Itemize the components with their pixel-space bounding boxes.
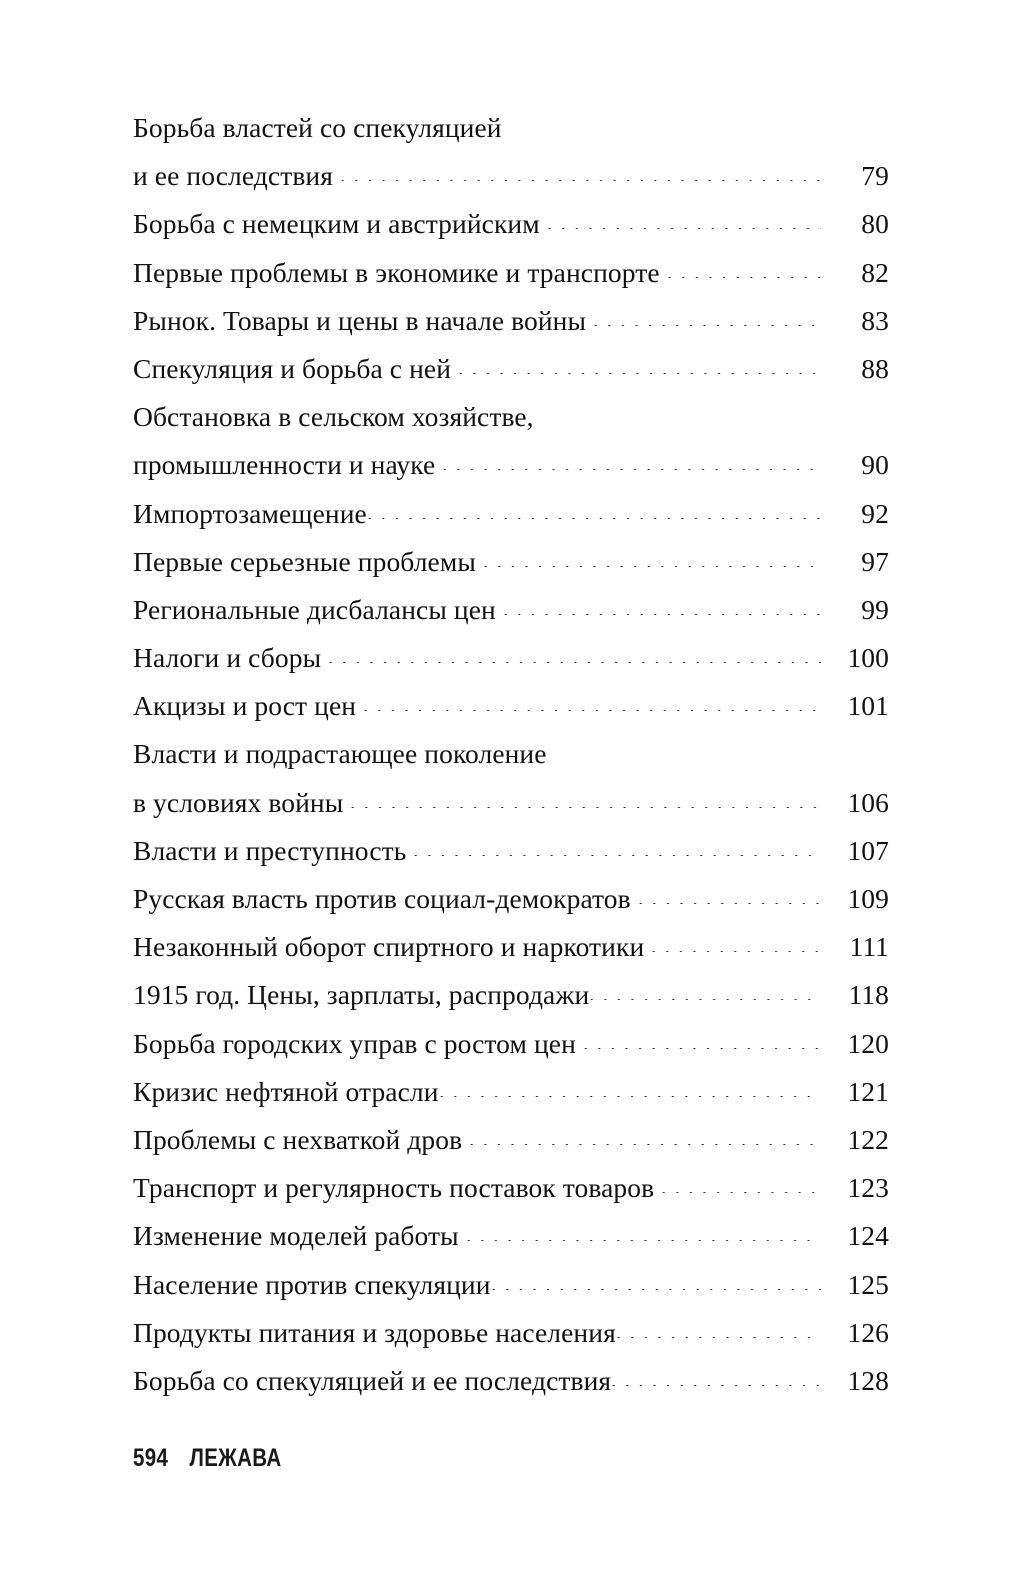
dot-leader	[492, 1289, 821, 1290]
toc-entry-page-number: 123	[847, 1172, 889, 1204]
toc-entry-page-number: 107	[847, 834, 889, 866]
toc-entry-title: Борьба властей со спекуляцией	[133, 112, 502, 143]
toc-entry-title: Импортозамещение	[133, 497, 367, 529]
toc-entry-title: Обстановка в сельском хозяйстве,	[133, 401, 534, 433]
dot-leader	[504, 614, 821, 615]
toc-entry-line	[133, 875, 889, 923]
toc-entry-title: Спекуляция и борьба с ней	[133, 352, 452, 384]
toc-entry-line-continued	[133, 104, 889, 152]
toc-entry-page-number: 121	[847, 1075, 889, 1107]
toc-entry[interactable]	[133, 538, 889, 586]
toc-entry-line	[133, 1116, 889, 1164]
dot-leader	[590, 999, 821, 1000]
toc-entry-title: Региональные дисбалансы цен	[133, 593, 496, 625]
dot-leader	[467, 1240, 821, 1241]
dot-leader	[364, 710, 821, 711]
toc-entry-page-number: 101	[847, 690, 889, 722]
toc-entry-page-number: 118	[848, 979, 889, 1011]
toc-entry[interactable]	[133, 104, 889, 200]
toc-entry-line	[133, 200, 889, 248]
toc-entry-line	[133, 441, 889, 489]
toc-entry-line	[133, 1068, 889, 1116]
toc-entry-title: Первые серьезные проблемы	[133, 545, 476, 577]
toc-entry[interactable]	[133, 393, 889, 489]
dot-leader	[652, 951, 821, 952]
running-author-name: ЛЕЖАВА	[189, 1444, 282, 1472]
toc-entry-page-number: 106	[847, 786, 889, 818]
toc-entry-title: Борьба с немецким и австрийским	[133, 208, 540, 240]
toc-entry-line	[133, 1357, 889, 1405]
toc-entry-line	[133, 1309, 889, 1357]
dot-leader	[351, 807, 821, 808]
toc-entry-page-number: 92	[861, 497, 889, 529]
toc-entry-title: Изменение моделей работы	[133, 1220, 459, 1252]
toc-entry[interactable]	[133, 1068, 889, 1116]
toc-entry-title: в условиях войны	[133, 786, 344, 818]
toc-entry-title: Продукты питания и здоровье населения	[133, 1316, 616, 1348]
toc-entry-page-number: 80	[861, 208, 889, 240]
toc-entry-title: Транспорт и регулярность поставок товаров	[133, 1172, 655, 1204]
toc-entry[interactable]	[133, 490, 889, 538]
dot-leader	[668, 277, 821, 278]
toc-entry-title: Кризис нефтяной отрасли	[133, 1075, 439, 1107]
toc-entry-title: и ее последствия	[133, 160, 333, 192]
toc-entry[interactable]	[133, 875, 889, 923]
dot-leader	[440, 1096, 821, 1097]
toc-entry-title: Население против спекуляции	[133, 1268, 491, 1300]
dot-leader	[329, 662, 821, 663]
toc-entry[interactable]	[133, 1212, 889, 1260]
toc-entry-page-number: 99	[861, 593, 889, 625]
toc-entry-page-number: 120	[847, 1027, 889, 1059]
dot-leader	[617, 1337, 821, 1338]
toc-entry[interactable]	[133, 1357, 889, 1405]
toc-entry[interactable]	[133, 200, 889, 248]
dot-leader	[612, 1385, 821, 1386]
toc-entry-line	[133, 297, 889, 345]
toc-entry[interactable]	[133, 1020, 889, 1068]
toc-entry-line	[133, 1212, 889, 1260]
dot-leader	[368, 518, 821, 519]
toc-entry-title: Проблемы с нехваткой дров	[133, 1123, 463, 1155]
toc-entry-title: Борьба городских управ с ростом цен	[133, 1027, 576, 1059]
page-footer	[133, 1443, 281, 1473]
toc-entry[interactable]	[133, 827, 889, 875]
toc-entry-title: Рынок. Товары и цены в начале войны	[133, 304, 587, 336]
toc-entry-line	[133, 490, 889, 538]
toc-entry-line	[133, 249, 889, 297]
toc-entry-title: Незаконный оборот спиртного и наркотики	[133, 931, 645, 963]
toc-entry[interactable]	[133, 586, 889, 634]
folio-number: 594	[133, 1444, 169, 1472]
toc-entry-title: Первые проблемы в экономике и транспорте	[133, 256, 660, 288]
toc-entry[interactable]	[133, 634, 889, 682]
toc-entry-line	[133, 634, 889, 682]
dot-leader	[594, 325, 821, 326]
toc-entry-page-number: 128	[847, 1364, 889, 1396]
toc-entry-page-number: 79	[861, 160, 889, 192]
toc-entry[interactable]	[133, 1309, 889, 1357]
dot-leader	[443, 469, 821, 470]
toc-entry[interactable]	[133, 297, 889, 345]
toc-entry[interactable]	[133, 1116, 889, 1164]
toc-entry-line	[133, 586, 889, 634]
toc-entry-title: Акцизы и рост цен	[133, 690, 357, 722]
toc-entry-line	[133, 779, 889, 827]
dot-leader	[484, 566, 821, 567]
dot-leader	[584, 1048, 821, 1049]
toc-entry-title: промышленности и науке	[133, 449, 436, 481]
dot-leader	[341, 180, 821, 181]
dot-leader	[639, 903, 821, 904]
toc-entry[interactable]	[133, 1164, 889, 1212]
toc-entry-line	[133, 923, 889, 971]
dot-leader	[459, 373, 821, 374]
toc-entry-line	[133, 345, 889, 393]
toc-entry[interactable]	[133, 345, 889, 393]
toc-entry-page-number: 97	[861, 545, 889, 577]
toc-entry-line	[133, 682, 889, 730]
toc-entry[interactable]	[133, 249, 889, 297]
toc-entry-line	[133, 1261, 889, 1309]
toc-entry[interactable]	[133, 923, 889, 971]
toc-entry[interactable]	[133, 971, 889, 1019]
table-of-contents-list	[133, 104, 889, 1405]
toc-entry-page-number: 125	[847, 1268, 889, 1300]
toc-entry-title: Власти и подрастающее поколение	[133, 738, 547, 770]
toc-entry-page-number: 88	[861, 352, 889, 384]
toc-entry-page-number: 124	[847, 1220, 889, 1252]
toc-entry-line-continued	[133, 393, 889, 441]
toc-entry[interactable]	[133, 1261, 889, 1309]
toc-entry-page-number: 100	[847, 642, 889, 674]
toc-entry-title: Налоги и сборы	[133, 642, 322, 674]
toc-entry-page-number: 90	[861, 449, 889, 481]
dot-leader	[414, 855, 821, 856]
toc-entry-line	[133, 1164, 889, 1212]
toc-entry-line-continued	[133, 730, 889, 778]
toc-entry-page-number: 82	[861, 256, 889, 288]
toc-entry-line	[133, 538, 889, 586]
toc-entry-title: Русская власть против социал-демократов	[133, 883, 631, 914]
toc-entry-page-number: 83	[861, 304, 889, 336]
toc-entry[interactable]	[133, 682, 889, 730]
toc-entry-line	[133, 971, 889, 1019]
dot-leader	[548, 228, 821, 229]
toc-entry[interactable]	[133, 730, 889, 826]
toc-entry-title: Борьба со спекуляцией и ее последствия	[133, 1364, 612, 1396]
dot-leader	[662, 1192, 821, 1193]
toc-entry-page-number: 111	[849, 931, 889, 963]
toc-entry-page-number: 126	[847, 1316, 889, 1348]
toc-entry-page-number: 122	[847, 1123, 889, 1155]
toc-entry-title: 1915 год. Цены, зарплаты, распродажи	[133, 979, 590, 1011]
toc-entry-page-number: 109	[847, 883, 889, 914]
toc-entry-line	[133, 152, 889, 200]
toc-entry-line	[133, 827, 889, 875]
toc-entry-line	[133, 1020, 889, 1068]
dot-leader	[470, 1144, 821, 1145]
toc-entry-title: Власти и преступность	[133, 834, 407, 866]
